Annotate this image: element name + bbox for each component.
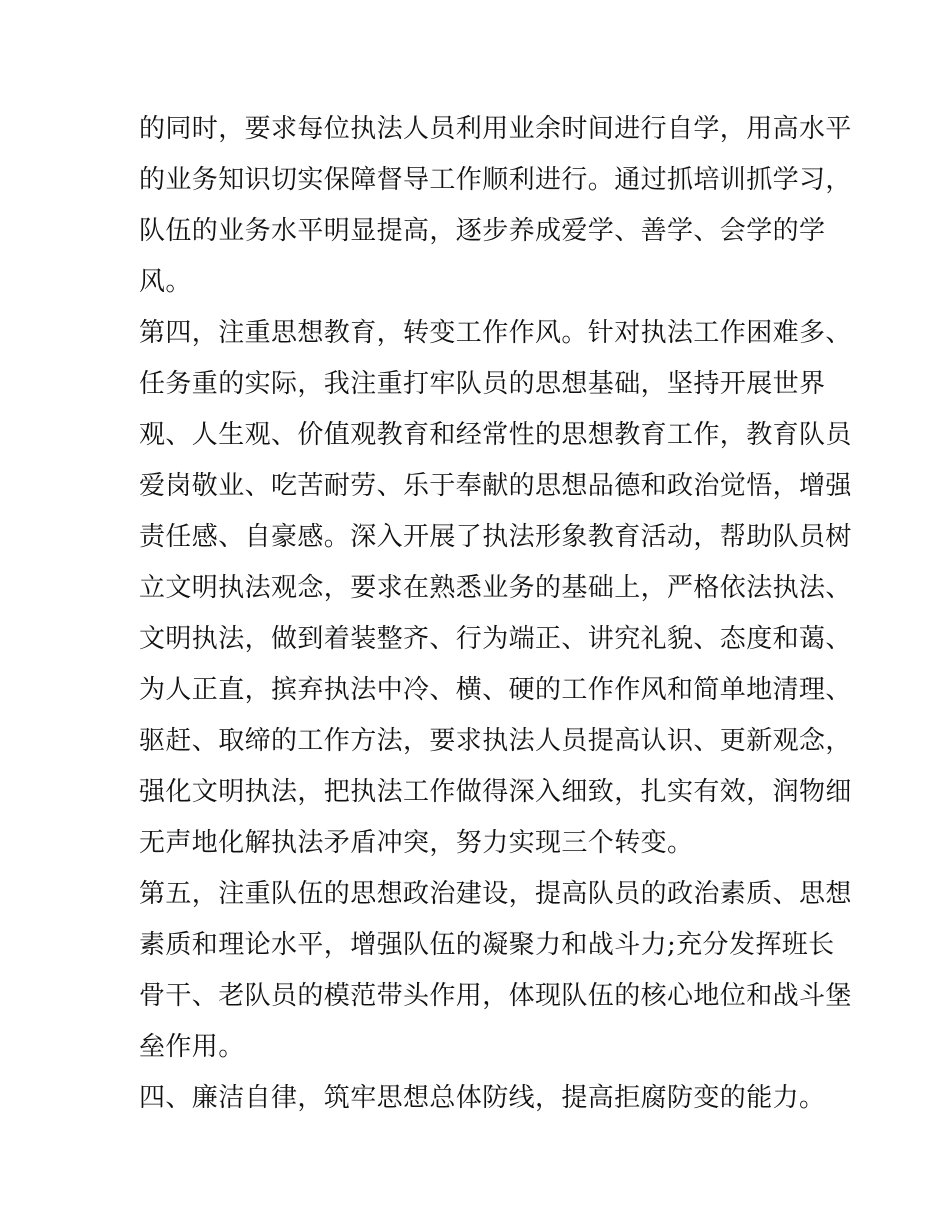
text-line: 任务重的实际，我注重打牢队员的思想基础，坚持开展世界 <box>139 369 826 399</box>
text-line: 队伍的业务水平明显提高，逐步养成爱学、善学、会学的学 <box>139 216 826 246</box>
text-line: 素质和理论水平，增强队伍的凝聚力和战斗力;充分发挥班长 <box>139 930 835 960</box>
text-line: 骨干、老队员的模范带头作用，体现队伍的核心地位和战斗堡 <box>139 981 852 1011</box>
text-line: 立文明执法观念，要求在熟悉业务的基础上，严格依法执法、 <box>139 573 852 603</box>
text-line: 第五，注重队伍的思想政治建设，提高队员的政治素质、思想 <box>139 879 852 909</box>
text-line: 垒作用。 <box>139 1032 245 1062</box>
text-line: 爱岗敬业、吃苦耐劳、乐于奉献的思想品德和政治觉悟，增强 <box>139 471 852 501</box>
text-line: 责任感、自豪感。深入开展了执法形象教育活动，帮助队员树 <box>139 522 852 552</box>
text-line: 强化文明执法，把执法工作做得深入细致，扎实有效，润物细 <box>139 777 852 807</box>
text-line: 文明执法，做到着装整齐、行为端正、讲究礼貌、态度和蔼、 <box>139 624 852 654</box>
text-line: 的业务知识切实保障督导工作顺利进行。通过抓培训抓学习， <box>139 165 852 195</box>
text-line: 的同时，要求每位执法人员利用业余时间进行自学，用高水平 <box>139 114 852 144</box>
text-line: 观、人生观、价值观教育和经常性的思想教育工作，教育队员 <box>139 420 852 450</box>
document-body <box>139 104 852 1124</box>
text-line: 四、廉洁自律，筑牢思想总体防线，提高拒腐防变的能力。 <box>139 1083 826 1113</box>
text-line: 驱赶、取缔的工作方法，要求执法人员提高认识、更新观念， <box>139 726 852 756</box>
text-line: 无声地化解执法矛盾冲突，努力实现三个转变。 <box>139 828 694 858</box>
text-line: 为人正直，摈弃执法中冷、横、硬的工作作风和简单地清理、 <box>139 675 852 705</box>
text-line: 第四，注重思想教育，转变工作作风。针对执法工作困难多、 <box>139 318 852 348</box>
text-line: 风。 <box>139 267 192 297</box>
